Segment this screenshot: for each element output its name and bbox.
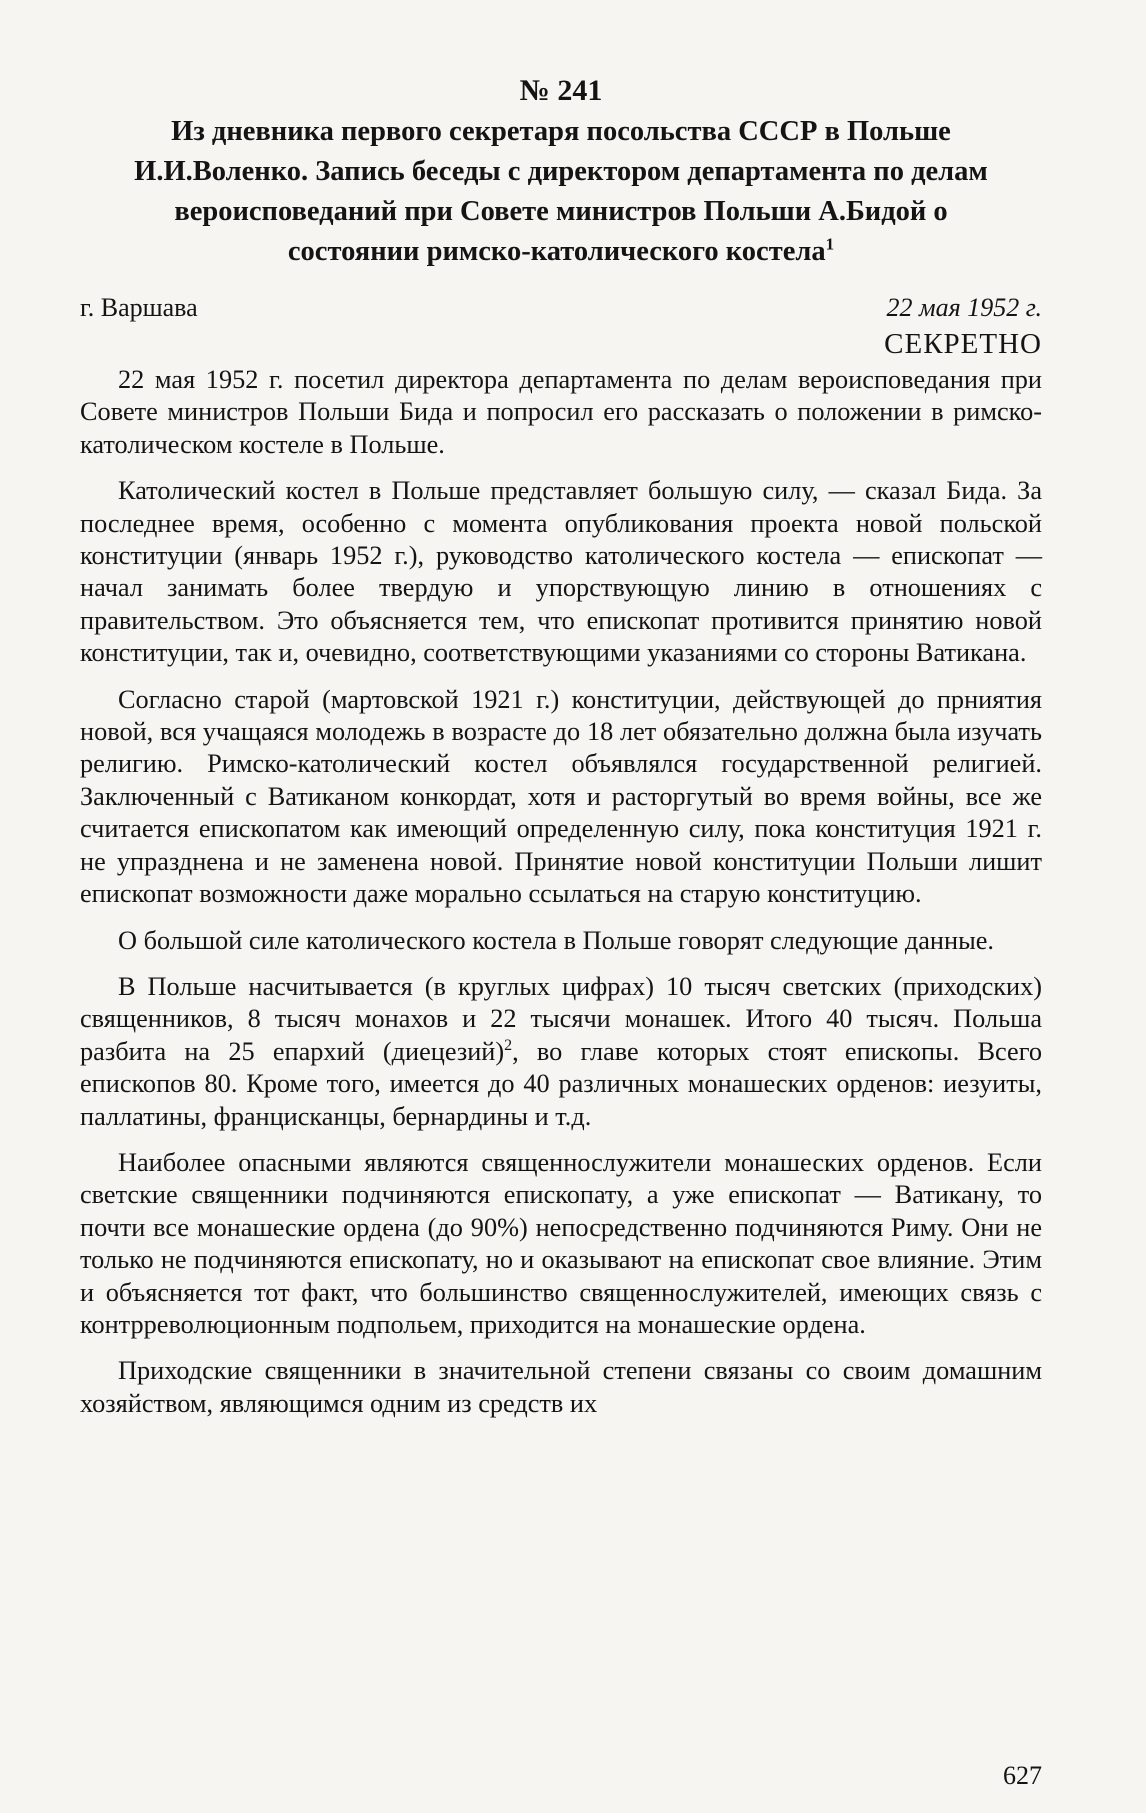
classification-mark: СЕКРЕТНО [884,328,1042,360]
paragraph-5-part-2: , во главе которых стоят епископы. Всего епископов 80. Кроме того, имеется до 40 различных монашеских орденов: иезуиты, паллатины, францисканцы, бернардины и т.д. [80,1036,1042,1131]
document-number: № 241 [519,74,603,107]
document-date: 22 мая 1952 г. [886,293,1042,322]
footnote-2-marker: 2 [504,1036,513,1054]
paragraph-6: Наиболее опасными являются священнослужители монашеских орденов. Если светские священники подчиняются епископату, а уже епископат — Ватикану, то почти все монашеские ордена (до 90%) непосредственно подчиняются Риму. Они не только не подчиняются епископату, но и оказывают на епископат свое влияние. Этим и объясняется тот факт, что большинство священнослужителей, имеющих связь с контрреволюционным подпольем, приходится на монашеские ордена. [80,1147,1042,1339]
title-footnote-marker: 1 [825,234,835,254]
paragraph-3: Согласно старой (мартовской 1921 г.) конституции, действующей до прниятия новой, вся учащаяся молодежь в возрасте до 18 лет обязательно должна была изучать религию. Римско-католический костел объявлялся государственной религией. Заключенный с Ватиканом конкордат, хотя и расторгутый во время войны, все же считается епископатом как имеющий определенную силу, пока конституция 1921 г. не упразднена и не заменена новой. Принятие новой конституции Польши лишит епископат возможности даже морально ссылаться на старую конституцию. [80,684,1042,909]
paragraph-1: 22 мая 1952 г. посетил директора департамента по делам вероисповедания при Совете министров Польши Бида и попросил его рассказать о положении в римско-католическом костеле в Польше. [80,365,1042,459]
page-number: 627 [1003,1761,1042,1790]
document-page [80,72,1042,1792]
paragraph-2: Католический костел в Польше представляет большую силу, — сказал Бида. За последнее время, особенно с момента опубликования проекта новой польской конституции (январь 1952 г.), руководство католического костела — епископат — начал занимать более твердую и упорствующую линию в отношениях с правительством. Это объясняется тем, что епископат противится принятию новой конституции, так и, очевидно, соответствующими указаниями со стороны Ватикана. [80,476,1042,668]
document-title [80,112,1042,272]
paragraph-4: О большой силе католического костела в Польше говорят следующие данные. [118,925,994,955]
document-place: г. Варшава [80,293,198,322]
paragraph-7: Приходские священники в значительной степени связаны со своим домашним хозяйством, являющимся одним из средств их [80,1356,1042,1418]
paragraph-5 [80,971,1042,1133]
place-date-line [80,290,1042,326]
document-body [80,364,1042,1420]
paragraph-5-part-1: В Польше насчитывается (в круглых цифрах) 10 тысяч светских (приходских) священников, 8 тысяч монахов и 22 тысячи монашек. Итого 40 тысяч. Польша разбита на 25 епархий (диецезий) [80,971,1042,1066]
document-title-text: Из дневника первого секретаря посольства СССР в Польше И.И.Воленко. Запись беседы с директором департамента по делам вероисповеданий при Совете министров Польши А.Бидой о состоянии римско-католического костела [134,116,988,267]
